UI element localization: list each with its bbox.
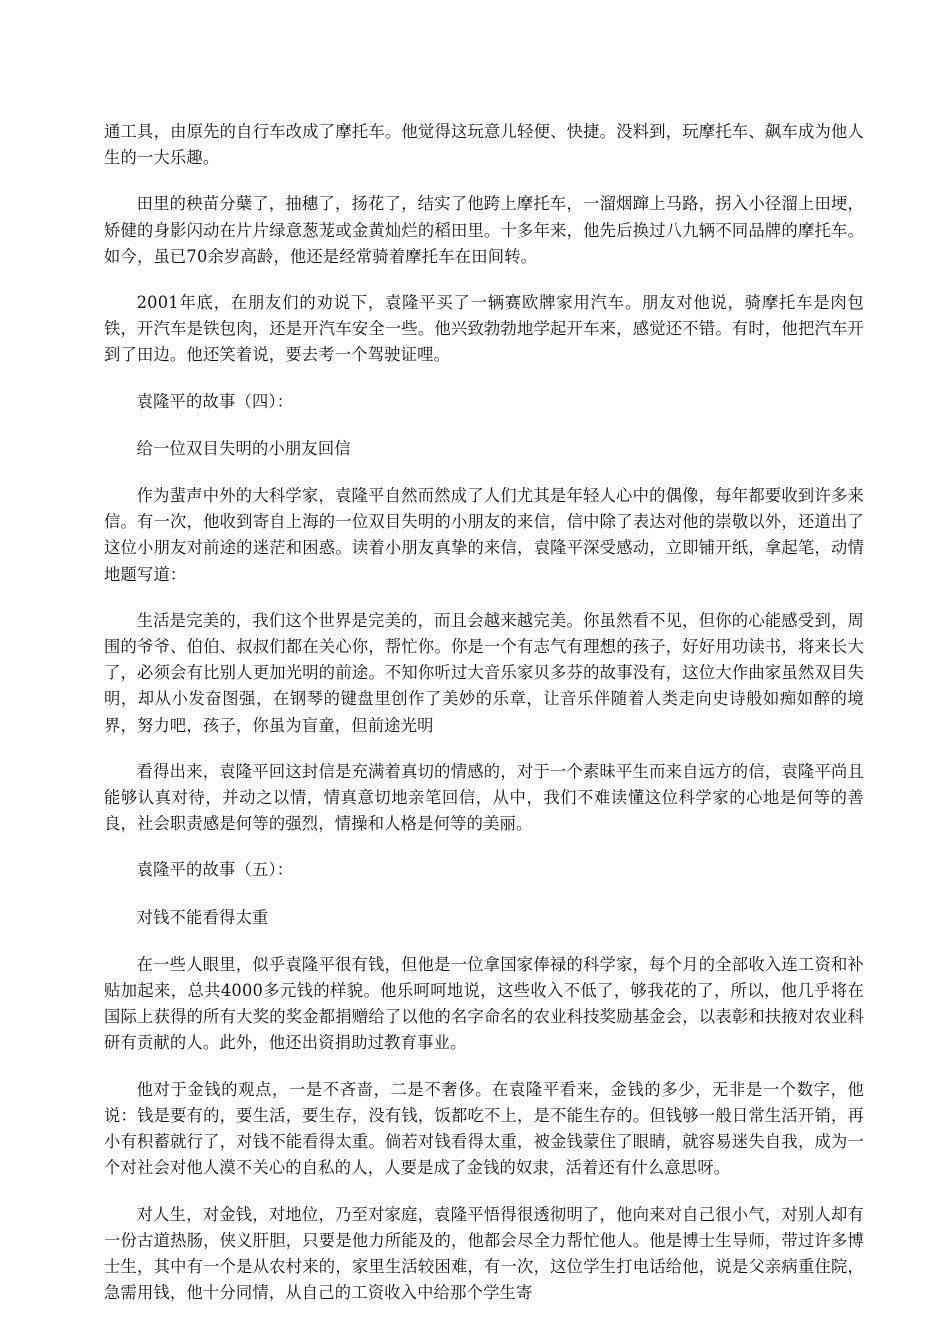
document-body	[104, 119, 864, 1326]
paragraph-motorcycle: 田里的秧苗分蘖了，抽穗了，扬花了，结实了他跨上摩托车，一溜烟蹿上马路，拐入小径溜上田埂，矫健的身影闪动在片片绿意葱茏或金黄灿烂的稻田里。十多年来，他先后换过八九辆不同品牌的摩托车。如今，虽已70余岁高龄，他还是经常骑着摩托车在田间转。	[104, 194, 864, 266]
story-four-title: 袁隆平的故事（四）：	[136, 391, 294, 411]
story-four-subtitle: 给一位双目失明的小朋友回信	[136, 438, 351, 458]
paragraph-letter-content: 生活是完美的，我们这个世界是完美的，而且会越来越完美。你虽然看不见，但你的心能感受到，周围的爷爷、伯伯、叔叔们都在关心你，帮忙你。你是一个有志气有理想的孩子，好好用功读书，将来长大了，必须会有比别人更加光明的前途。不知你听过大音乐家贝多芬的故事没有，这位大作曲家虽然双目失明，却从小发奋图强，在钢琴的键盘里创作了美妙的乐章，让音乐伴随着人类走向史诗般如痴如醉的境界，努力吧，孩子，你虽为盲童，但前途光明	[104, 610, 864, 735]
paragraph-money-view: 他对于金钱的观点，一是不吝啬，二是不奢侈。在袁隆平看来，金钱的多少，无非是一个数字，他说：钱是要有的，要生活，要生存，没有钱，饭都吃不上，是不能生存的。但钱够一般日常生活开销，再小有积蓄就行了，对钱不能看得太重。倘若对钱看得太重，被金钱蒙住了眼睛，就容易迷失自我，成为一个对社会对他人漠不关心的自私的人，人要是成了金钱的奴隶，活着还有什么意思呀。	[104, 1079, 864, 1178]
story-five-subtitle: 对钱不能看得太重	[136, 907, 269, 927]
paragraph-letter-reflection: 看得出来，袁隆平回这封信是充满着真切的情感的，对于一个素昧平生而来自远方的信，袁隆平尚且能够认真对待，并动之以情，情真意切地亲笔回信，从中，我们不难读懂这位科学家的心地是何等的善良，社会职责感是何等的强烈，情操和人格是何等的美丽。	[104, 761, 864, 834]
paragraph-income: 在一些人眼里，似乎袁隆平很有钱，但他是一位拿国家俸禄的科学家，每个月的全部收入连工资和补贴加起来，总共4000多元钱的样貌。他乐呵呵地说，这些收入不低了，够我花的了，所以，他几乎将在国际上获得的所有大奖的奖金都捐赠给了以他的名字命名的农业科技奖励基金会，以表彰和扶掖对农业科研有贡献的人。此外，他还出资捐助过教育事业。	[104, 954, 864, 1053]
paragraph-car: 2001年底，在朋友们的劝说下，袁隆平买了一辆赛欧牌家用汽车。朋友对他说，骑摩托车是肉包铁，开汽车是铁包肉，还是开汽车安全一些。他兴致勃勃地学起开车来，感觉还不错。有时，他把汽车开到了田边。他还笑着说，要去考一个驾驶证哩。	[104, 293, 864, 365]
paragraph-continuation: 通工具，由原先的自行车改成了摩托车。他觉得这玩意儿轻便、快捷。没料到，玩摩托车、飙车成为他人生的一大乐趣。	[104, 122, 864, 168]
paragraph-generosity: 对人生，对金钱，对地位，乃至对家庭，袁隆平悟得很透彻明了，他向来对自己很小气，对别人却有一份古道热肠，侠义肝胆，只要是他力所能及的，他都会尽全力帮忙他人。他是博士生导师，带过许多博士生，其中有一个是从农村来的，家里生活较困难，有一次，这位学生打电话给他，说是父亲病重住院，急需用钱，他十分同情，从自己的工资收入中给那个学生寄	[104, 1204, 864, 1303]
story-five-title: 袁隆平的故事（五）：	[136, 860, 294, 880]
paragraph-letter-intro: 作为蜚声中外的大科学家，袁隆平自然而然成了人们尤其是年轻人心中的偶像，每年都要收到许多来信。有一次，他收到寄自上海的一位双目失明的小朋友的来信，信中除了表达对他的崇敬以外，还道出了这位小朋友对前途的迷茫和困惑。读着小朋友真挚的来信，袁隆平深受感动，立即铺开纸，拿起笔，动情地题写道：	[104, 486, 864, 584]
